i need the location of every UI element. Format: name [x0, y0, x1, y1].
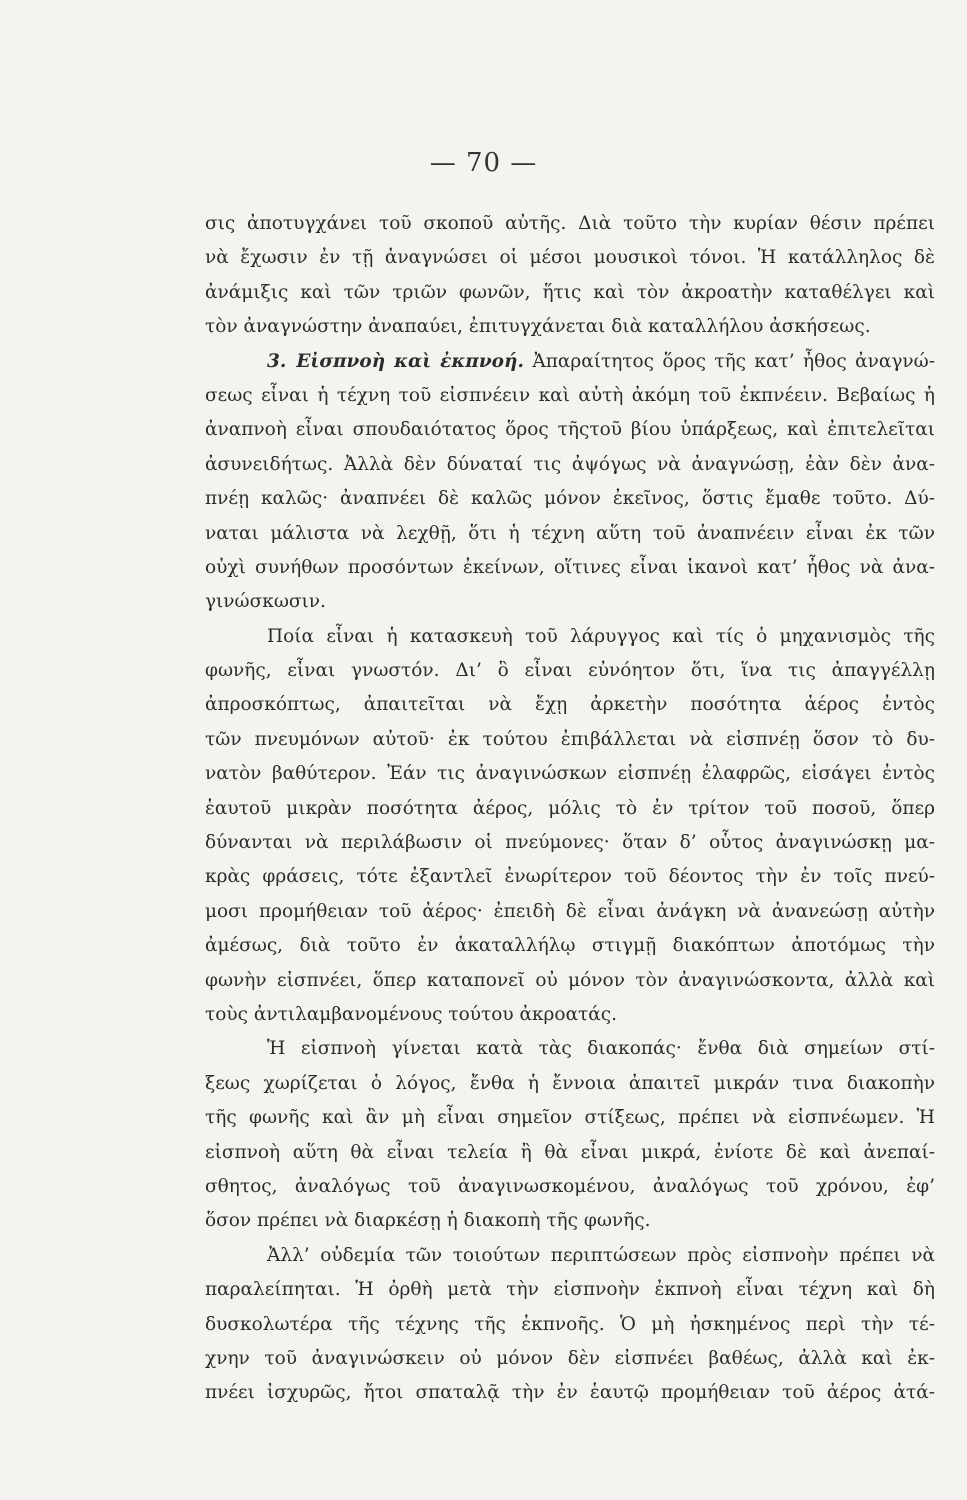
text-line: πνέει ἰσχυρῶς, ἤτοι σπαταλᾷ τὴν ἐν ἑαυτῷ προμήθειαν τοῦ ἀέρος ἀτά- — [205, 1382, 935, 1404]
text-line: γινώσκωσιν. — [205, 591, 326, 613]
text-line: δυσκολωτέρα τῆς τέχνης τῆς ἐκπνοῆς. Ὁ μὴ ἠσκημένος περὶ τὴν τέ- — [205, 1313, 935, 1335]
text-line: ἀναπνοὴ εἶναι σπουδαιότατος ὅρος τῆςτοῦ βίου ὑπάρξεως, καὶ ἐπιτελεῖται — [205, 419, 935, 441]
text-line: τῶν πνευμόνων αὐτοῦ· ἐκ τούτου ἐπιβάλλεται νὰ εἰσπνέῃ ὅσον τὸ δυ- — [205, 728, 935, 750]
page-number: — 70 — — [429, 148, 538, 178]
text-line: ἑαυτοῦ μικρὰν ποσότητα ἀέρος, μόλις τὸ ἐν τρίτον τοῦ ποσοῦ, ὅπερ — [205, 797, 935, 819]
text-line: νὰ ἔχωσιν ἐν τῇ ἀναγνώσει οἱ μέσοι μουσικοὶ τόνοι. Ἡ κατάλληλος δὲ — [205, 247, 935, 269]
text-line: τοὺς ἀντιλαμβανομένους τούτου ἀκροατάς. — [205, 1003, 618, 1025]
section-heading-line — [205, 345, 935, 379]
text-line: πνέῃ καλῶς· ἀναπνέει δὲ καλῶς μόνον ἐκεῖνος, ὅστις ἔμαθε τοῦτο. Δύ- — [205, 488, 935, 510]
text-line: τῆς φωνῆς καὶ ἂν μὴ εἶναι σημεῖον στίξεως, πρέπει νὰ εἰσπνέωμεν. Ἡ — [205, 1107, 935, 1129]
section-number: 3. — [267, 350, 287, 372]
text-line: ξεως χωρίζεται ὁ λόγος, ἔνθα ἡ ἔννοια ἀπαιτεῖ μικράν τινα διακοπὴν — [205, 1072, 935, 1094]
text-line: σεως εἶναι ἡ τέχνη τοῦ εἰσπνέειν καὶ αὐτὴ ἀκόμη τοῦ ἐκπνέειν. Βεβαίως ἡ — [205, 384, 935, 406]
text-line: παραλείπηται. Ἡ ὀρθὴ μετὰ τὴν εἰσπνοὴν ἐκπνοὴ εἶναι τέχνη καὶ δὴ — [205, 1279, 935, 1301]
text-line: σθητος, ἀναλόγως τοῦ ἀναγινωσκομένου, ἀναλόγως τοῦ χρόνου, ἐφ’ — [205, 1175, 935, 1197]
text-line: ὅσον πρέπει νὰ διαρκέσῃ ἡ διακοπὴ τῆς φωνῆς. — [205, 1210, 651, 1232]
text-line: τὸν ἀναγνώστην ἀναπαύει, ἐπιτυγχάνεται διὰ καταλλήλου ἀσκήσεως. — [205, 316, 871, 338]
text-line: ἀσυνειδήτως. Ἀλλὰ δὲν δύναταί τις ἀψόγως νὰ ἀναγνώσῃ, ἐὰν δὲν ἀνα- — [205, 453, 935, 475]
section-title: Εἰσπνοὴ καὶ ἐκπνοή. — [296, 350, 524, 372]
text-line: ἀπροσκόπτως, ἀπαιτεῖται νὰ ἔχῃ ἀρκετὴν ποσότητα ἀέρος ἐντὸς — [205, 694, 935, 716]
text-line: εἰσπνοὴ αὕτη θὰ εἶναι τελεία ἢ θὰ εἶναι μικρά, ἐνίοτε δὲ καὶ ἀνεπαί- — [205, 1141, 935, 1163]
text-line: χνην τοῦ ἀναγινώσκειν οὐ μόνον δὲν εἰσπνέει βαθέως, ἀλλὰ καὶ ἐκ- — [205, 1347, 935, 1369]
text-line: οὐχὶ συνήθων προσόντων ἐκείνων, οἵτινες εἶναι ἱκανοὶ κατ’ ἦθος νὰ ἀνα- — [205, 556, 935, 578]
text-line: δύνανται νὰ περιλάβωσιν οἱ πνεύμονες· ὅταν δ’ οὗτος ἀναγινώσκῃ μα- — [205, 832, 935, 854]
text-line: μοσι προμήθειαν τοῦ ἀέρος· ἐπειδὴ δὲ εἶναι ἀνάγκη νὰ ἀνανεώσῃ αὐτὴν — [205, 900, 935, 922]
text-line: φωνῆς, εἶναι γνωστόν. Δι’ ὃ εἶναι εὐνόητον ὅτι, ἵνα τις ἀπαγγέλλῃ — [205, 660, 935, 682]
text-line: σις ἀποτυγχάνει τοῦ σκοποῦ αὐτῆς. Διὰ τοῦτο τὴν κυρίαν θέσιν πρέπει — [205, 213, 935, 234]
text-line: Ἀπαραίτητος ὅρος τῆς κατ’ ἦθος ἀναγνώ- — [532, 350, 936, 372]
text-line: κρὰς φράσεις, τότε ἐξαντλεῖ ἐνωρίτερον τοῦ δέοντος τὴν ἐν τοῖς πνεύ- — [205, 866, 935, 888]
text-line: φωνὴν εἰσπνέει, ὅπερ καταπονεῖ οὐ μόνον τὸν ἀναγινώσκοντα, ἀλλὰ καὶ — [205, 969, 935, 991]
text-line: νατὸν βαθύτερον. Ἐάν τις ἀναγινώσκων εἰσπνέῃ ἐλαφρῶς, εἰσάγει ἐντὸς — [205, 763, 935, 785]
text-line: Ποία εἶναι ἡ κατασκευὴ τοῦ λάρυγγος καὶ τίς ὁ μηχανισμὸς τῆς — [267, 625, 935, 647]
text-line: ναται μάλιστα νὰ λεχθῇ, ὅτι ἡ τέχνη αὕτη τοῦ ἀναπνέειν εἶναι ἐκ τῶν — [205, 522, 935, 544]
text-line: ἀμέσως, διὰ τοῦτο ἐν ἀκαταλλήλῳ στιγμῇ διακόπτων ἀποτόμως τὴν — [205, 935, 935, 957]
text-line: ἀνάμιξις καὶ τῶν τριῶν φωνῶν, ἥτις καὶ τὸν ἀκροατὴν καταθέλγει καὶ — [205, 281, 935, 303]
text-line: Ἡ εἰσπνοὴ γίνεται κατὰ τὰς διακοπάς· ἔνθα διὰ σημείων στί- — [267, 1038, 935, 1060]
body-text — [205, 207, 935, 1411]
text-line: Ἀλλ’ οὐδεμία τῶν τοιούτων περιπτώσεων πρὸς εἰσπνοὴν πρέπει νὰ — [267, 1244, 935, 1266]
